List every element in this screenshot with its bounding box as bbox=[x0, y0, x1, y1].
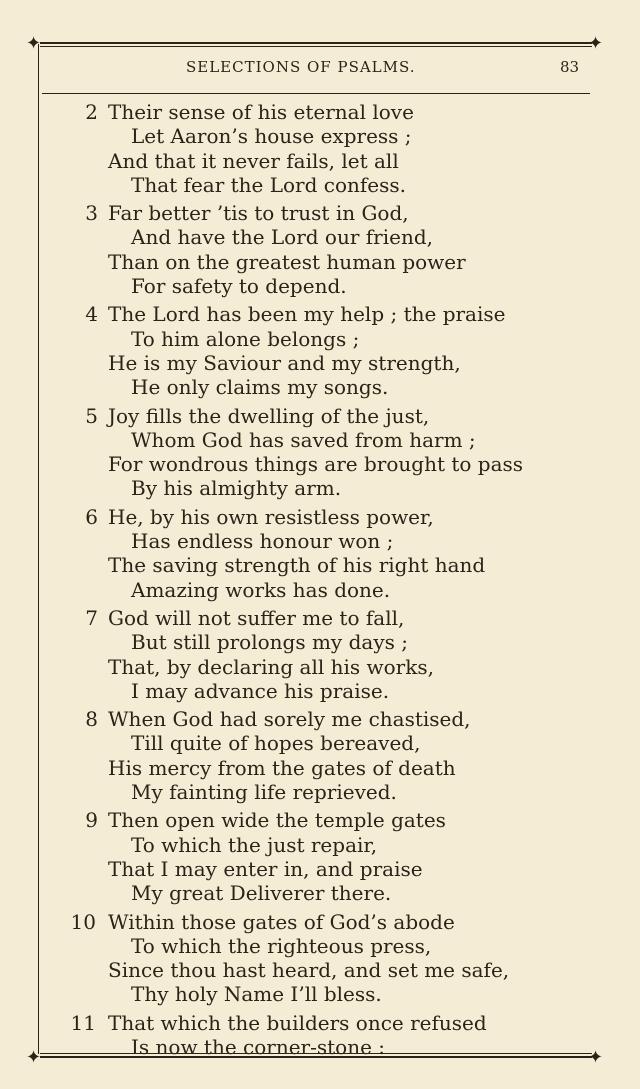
corner-ornament-top-right: ✦ bbox=[588, 33, 604, 54]
verse-number: 4 bbox=[85, 302, 98, 327]
verse-line-text: And that it never fails, let all bbox=[108, 148, 399, 173]
verse bbox=[0, 808, 600, 905]
verse bbox=[0, 910, 600, 1007]
verse-line-text: God will not suffer me to fall, bbox=[108, 605, 405, 630]
verse-line bbox=[0, 201, 600, 225]
verse-number: 10 bbox=[70, 909, 96, 934]
psalm-text bbox=[0, 100, 600, 1063]
verse-line bbox=[0, 881, 600, 905]
verse-line bbox=[0, 505, 600, 529]
verse-line bbox=[0, 529, 600, 553]
verse-line-text: Then open wide the temple gates bbox=[108, 808, 446, 833]
verse-line-text: He, by his own resistless power, bbox=[108, 504, 434, 529]
verse-line-text: And have the Lord our friend, bbox=[131, 225, 434, 250]
running-header bbox=[0, 58, 640, 82]
verse-line bbox=[0, 476, 600, 500]
verse-line-text: When God had sorely me chastised, bbox=[108, 707, 471, 732]
verse-line bbox=[0, 100, 600, 124]
verse-line bbox=[0, 1035, 600, 1059]
verse-line bbox=[0, 630, 600, 654]
verse-line-text: Far better ’tis to trust in God, bbox=[108, 201, 409, 226]
verse-line bbox=[0, 808, 600, 832]
verse-number: 11 bbox=[70, 1010, 96, 1035]
page-title: SELECTIONS OF PSALMS. bbox=[186, 58, 416, 76]
verse-line bbox=[0, 173, 600, 197]
verse-line-text: To him alone belongs ; bbox=[131, 326, 360, 351]
verse-line-text: To which the just repair, bbox=[131, 832, 378, 857]
verse-line bbox=[0, 833, 600, 857]
verse-line-text: For wondrous things are brought to pass bbox=[108, 452, 524, 477]
verse-line bbox=[0, 655, 600, 679]
verse-line bbox=[0, 302, 600, 326]
verse-line bbox=[0, 274, 600, 298]
verse-line-text: The saving strength of his right hand bbox=[108, 553, 486, 578]
corner-ornament-top-left: ✦ bbox=[26, 33, 42, 54]
verse-line-text: Their sense of his eternal love bbox=[108, 100, 414, 124]
verse bbox=[0, 201, 600, 298]
verse-line bbox=[0, 958, 600, 982]
verse-line-text: That, by declaring all his works, bbox=[108, 654, 434, 679]
verse bbox=[0, 302, 600, 399]
corner-ornament-bottom-right: ✦ bbox=[588, 1047, 604, 1068]
verse bbox=[0, 404, 600, 501]
verse-number: 3 bbox=[85, 201, 98, 226]
verse-line bbox=[0, 606, 600, 630]
verse-line bbox=[0, 934, 600, 958]
verse-line bbox=[0, 124, 600, 148]
verse bbox=[0, 606, 600, 703]
verse-line-text: Since thou hast heard, and set me safe, bbox=[108, 958, 510, 983]
verse-line-text: Joy fills the dwelling of the just, bbox=[108, 403, 430, 428]
corner-ornament-bottom-left: ✦ bbox=[26, 1047, 42, 1068]
verse-line bbox=[0, 707, 600, 731]
verse-line-text: His mercy from the gates of death bbox=[108, 755, 456, 780]
verse-line-text: Thy holy Name I’ll bless. bbox=[131, 982, 382, 1007]
verse-line bbox=[0, 857, 600, 881]
verse-line bbox=[0, 756, 600, 780]
verse-number: 2 bbox=[85, 100, 98, 124]
verse-line bbox=[0, 578, 600, 602]
verse-line-text: That which the builders once refused bbox=[108, 1010, 487, 1035]
verse bbox=[0, 505, 600, 602]
verse-line bbox=[0, 375, 600, 399]
verse bbox=[0, 1011, 600, 1060]
verse-line bbox=[0, 780, 600, 804]
verse-line-text: For safety to depend. bbox=[131, 274, 347, 299]
verse-line-text: Till quite of hopes bereaved, bbox=[131, 731, 421, 756]
verse-number: 5 bbox=[85, 403, 98, 428]
verse-line bbox=[0, 225, 600, 249]
verse-line-text: The Lord has been my help ; the praise bbox=[108, 302, 506, 327]
verse-line-text: Than on the greatest human power bbox=[108, 249, 466, 274]
verse-line-text: But still prolongs my days ; bbox=[131, 630, 408, 655]
verse-number: 7 bbox=[85, 605, 98, 630]
verse-line-text: That I may enter in, and praise bbox=[108, 856, 423, 881]
verse-line bbox=[0, 679, 600, 703]
page-number: 83 bbox=[560, 58, 580, 76]
verse-line bbox=[0, 1011, 600, 1035]
verse-line-text: By his almighty arm. bbox=[131, 476, 342, 501]
top-rule-thick bbox=[40, 42, 592, 44]
verse-line-text: To which the righteous press, bbox=[131, 933, 432, 958]
verse-number: 9 bbox=[85, 808, 98, 833]
verse-line-text: My fainting life reprieved. bbox=[131, 780, 397, 805]
verse-number: 8 bbox=[85, 707, 98, 732]
verse-line bbox=[0, 327, 600, 351]
verse-line bbox=[0, 452, 600, 476]
verse-line-text: My great Deliverer there. bbox=[131, 881, 392, 906]
verse-line-text: He only claims my songs. bbox=[131, 375, 389, 400]
verse-line-text: That fear the Lord confess. bbox=[131, 172, 407, 197]
verse-line-text: Let Aaron’s house express ; bbox=[131, 124, 412, 149]
verse-line-text: I may advance his praise. bbox=[131, 678, 390, 703]
verse-line-text: Is now the corner-stone : bbox=[131, 1034, 386, 1059]
verse-line bbox=[0, 351, 600, 375]
verse-line-text: Amazing works has done. bbox=[131, 577, 391, 602]
verse-number: 6 bbox=[85, 504, 98, 529]
verse-line-text: Within those gates of God’s abode bbox=[108, 909, 455, 934]
verse-line-text: Has endless honour won ; bbox=[131, 529, 394, 554]
verse-line bbox=[0, 428, 600, 452]
top-rule-thin bbox=[40, 46, 592, 47]
verse bbox=[0, 707, 600, 804]
verse-line bbox=[0, 982, 600, 1006]
verse-line bbox=[0, 553, 600, 577]
verse-line bbox=[0, 731, 600, 755]
verse-line-text: Whom God has saved from harm ; bbox=[131, 427, 476, 452]
verse bbox=[0, 100, 600, 197]
verse-line bbox=[0, 404, 600, 428]
header-rule bbox=[42, 93, 590, 94]
verse-line-text: He is my Saviour and my strength, bbox=[108, 350, 461, 375]
verse-line bbox=[0, 149, 600, 173]
verse-line bbox=[0, 250, 600, 274]
verse-line bbox=[0, 910, 600, 934]
